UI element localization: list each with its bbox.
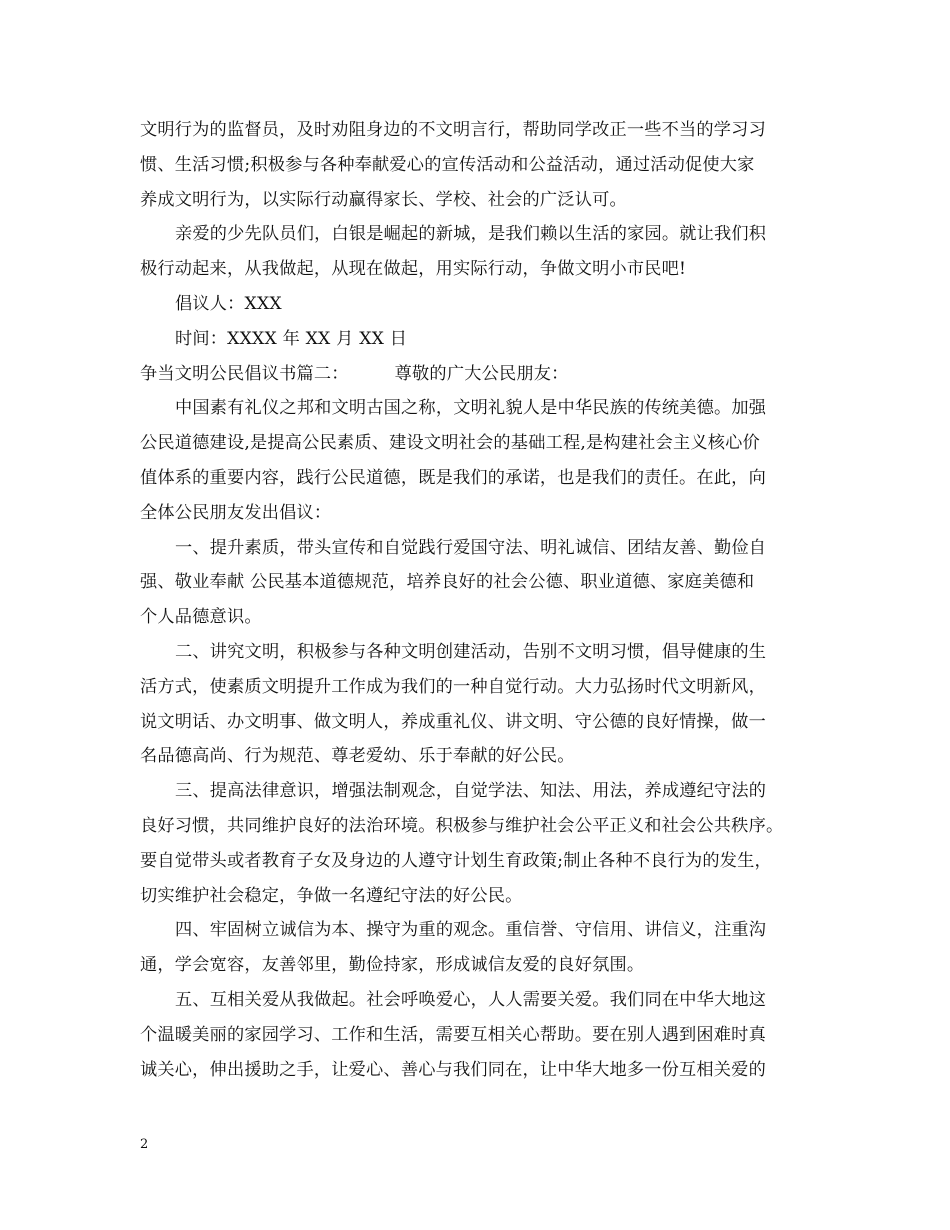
paragraph-line: 一、提升素质，带头宣传和自觉践行爱国守法、明礼诚信、团结友善、勤俭自 (175, 537, 767, 558)
paragraph-line: 名品德高尚、行为规范、尊老爱幼、乐于奉献的好公民。 (140, 746, 575, 767)
paragraph-line: 公民道德建设,是提高公民素质、建设文明社会的基础工程,是构建社会主义核心价 (140, 433, 760, 454)
paragraph-line: 中国素有礼仪之邦和文明古国之称，文明礼貌人是中华民族的传统美德。加强 (175, 398, 767, 419)
paragraph-line: 五、互相关爱从我做起。社会呼唤爱心，人人需要关爱。我们同在中华大地这 (175, 989, 767, 1010)
paragraph-line: 诚关心，伸出援助之手，让爱心、善心与我们同在，让中华大地多一份互相关爱的 (140, 1059, 766, 1080)
paragraph-line: 文明行为的监督员，及时劝阻身边的不文明言行，帮助同学改正一些不当的学习习 (140, 120, 766, 140)
paragraph-line: 值体系的重要内容，践行公民道德，既是我们的承诺，也是我们的责任。在此，向 (140, 467, 766, 488)
paragraph-line: 三、提高法律意识，增强法制观念，自觉学法、知法、用法，养成遵纪守法的 (175, 781, 767, 802)
paragraph-line: 强、敬业奉献 公民基本道德规范，培养良好的社会公德、职业道德、家庭美德和 (140, 572, 755, 593)
paragraph-line: 个温暖美丽的家园学习、工作和生活，需要互相关心帮助。要在别人遇到困难时真 (140, 1024, 766, 1045)
page-number: 2 (140, 1137, 149, 1152)
paragraph-line: 说文明话、办文明事、做文明人，养成重礼仪、讲文明、守公德的良好情操，做一 (140, 711, 766, 732)
paragraph-line: 二、讲究文明，积极参与各种文明创建活动，告别不文明习惯，倡导健康的生 (175, 641, 767, 662)
paragraph-line: 养成文明行为，以实际行动赢得家长、学校、社会的广泛认可。 (140, 189, 627, 210)
section-heading-title: 争当文明公民倡议书篇二： (140, 363, 349, 384)
paragraph-line: 惯、生活习惯;积极参与各种奉献爱心的宣传活动和公益活动，通过活动促使大家 (140, 154, 755, 175)
document-body (140, 113, 816, 1087)
paragraph-line: 要自觉带头或者教育子女及身边的人遵守计划生育政策;制止各种不良行为的发生， (140, 850, 772, 871)
paragraph-line: 通，学会宽容，友善邻里，勤俭持家，形成诚信友爱的良好氛围。 (140, 955, 645, 976)
paragraph-line: 四、牢固树立诚信为本、操守为重的观念。重信誉、守信用、讲信义，注重沟 (175, 920, 767, 941)
paragraph-line: 良好习惯，共同维护良好的法治环境。积极参与维护社会公平正义和社会公共秩序。 (140, 815, 784, 836)
section-heading (140, 357, 816, 392)
proposer-line: 倡议人：XXX (175, 293, 282, 314)
paragraph-line: 极行动起来，从我做起，从现在做起，用实际行动，争做文明小市民吧! (140, 259, 687, 280)
section-heading-salutation: 尊敬的广大公民朋友： (394, 363, 569, 384)
paragraph-line: 亲爱的少先队员们，白银是崛起的新城，是我们赖以生活的家园。就让我们积 (175, 224, 767, 245)
paragraph-line: 个人品德意识。 (140, 607, 262, 628)
paragraph-line: 活方式，使素质文明提升工作成为我们的一种自觉行动。大力弘扬时代文明新风， (140, 676, 766, 697)
date-line: 时间：XXXX 年 XX 月 XX 日 (175, 328, 408, 349)
paragraph-line: 切实维护社会稳定，争做一名遵纪守法的好公民。 (140, 885, 523, 906)
paragraph-line: 全体公民朋友发出倡议： (140, 502, 332, 523)
